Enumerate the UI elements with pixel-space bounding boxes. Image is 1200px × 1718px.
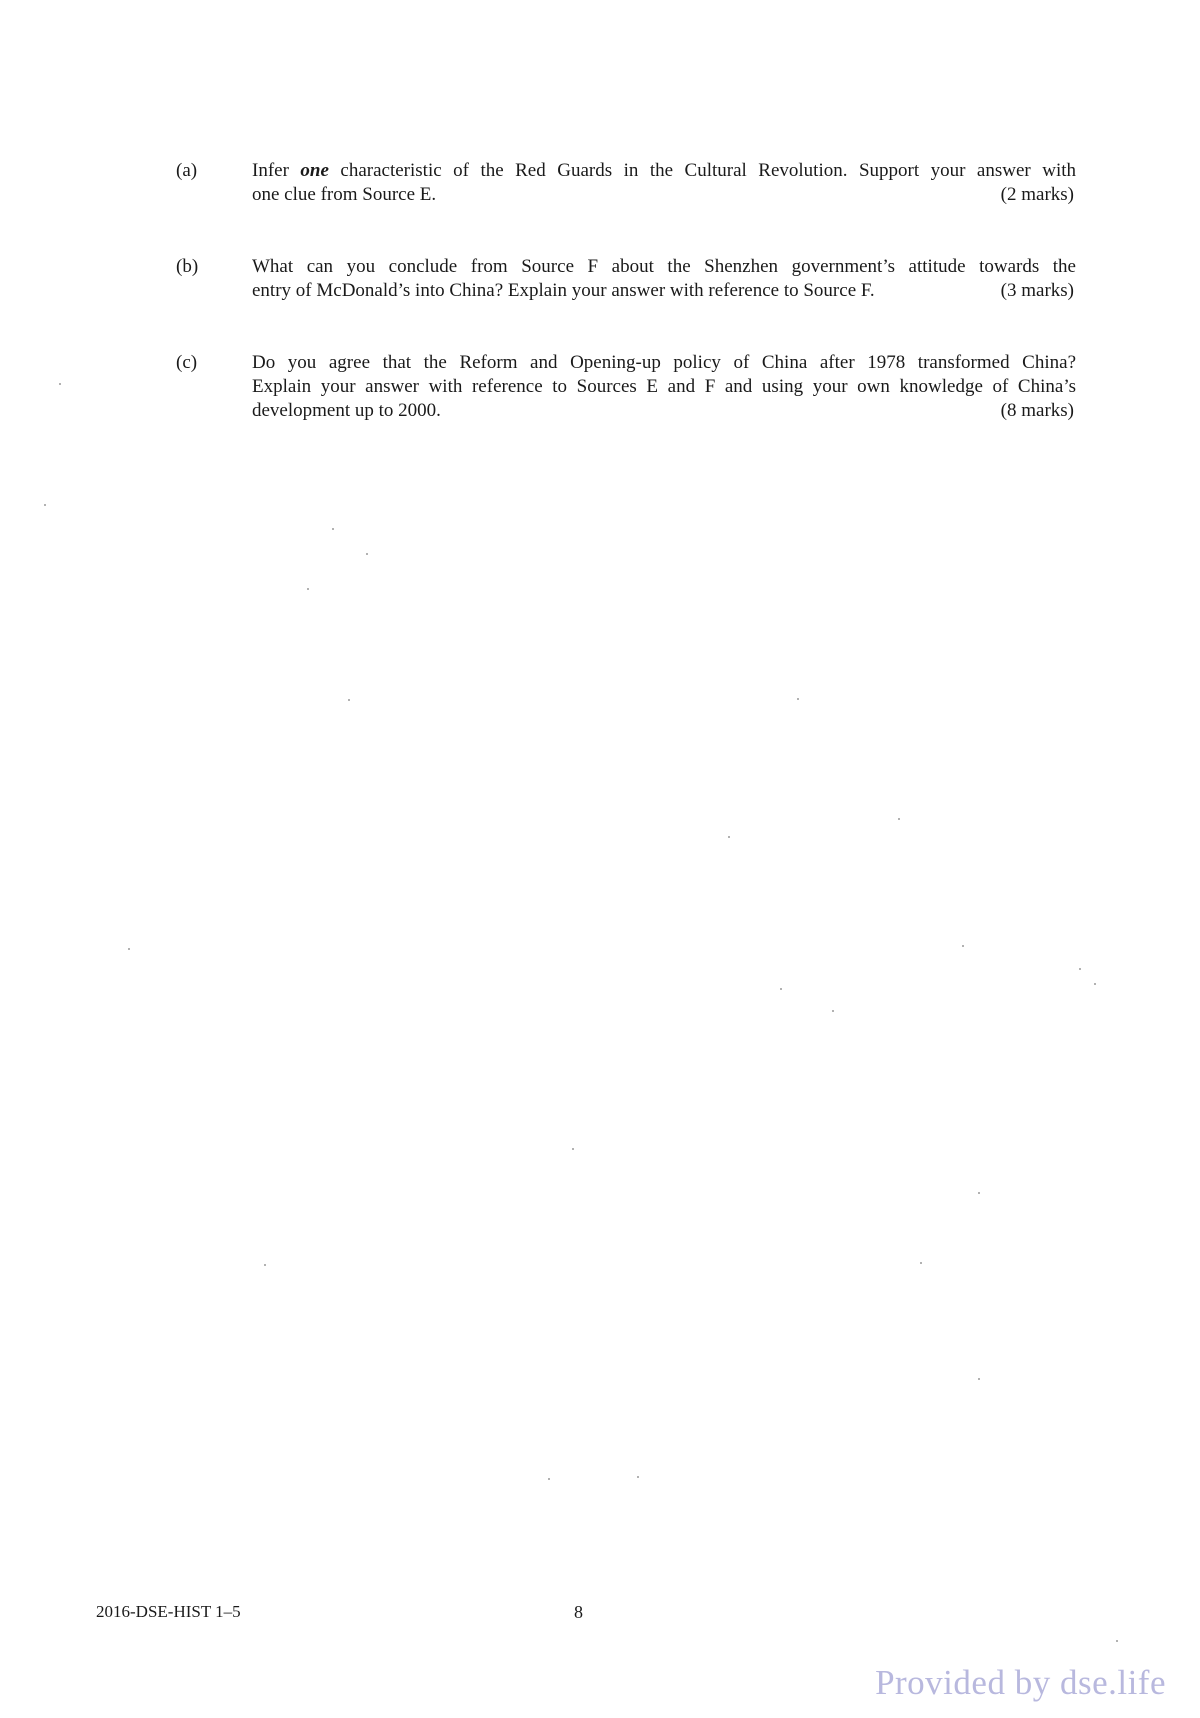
scan-speck: [548, 1478, 550, 1480]
scan-speck: [898, 818, 900, 820]
question-line: [252, 279, 1076, 303]
question-text-end: development up to 2000.: [252, 400, 441, 421]
scan-speck: [797, 698, 799, 700]
scan-speck: [637, 1476, 639, 1478]
paper-code: 2016-DSE-HIST 1–5: [96, 1602, 241, 1621]
question-text-end: one clue from Source E.: [252, 184, 437, 205]
question-c: [176, 351, 1076, 425]
scan-speck: [978, 1192, 980, 1194]
question-letter: (a): [176, 160, 198, 181]
question-b: [176, 255, 1076, 305]
question-letter: (b): [176, 256, 199, 277]
question-a: [176, 159, 1076, 209]
question-text: [252, 159, 1076, 207]
marks-label: (2 marks): [1000, 184, 1074, 205]
question-line: [252, 399, 1076, 423]
scan-speck: [44, 504, 46, 506]
question-line: What can you conclude from Source F about the Shenzhen government’s attitude towards the: [252, 256, 1076, 277]
scan-speck: [1116, 1640, 1118, 1642]
question-letter: (c): [176, 352, 198, 373]
scan-speck: [962, 945, 964, 947]
question-text-end: entry of McDonald’s into China? Explain your answer with reference to Source F.: [252, 280, 875, 301]
question-word: Infer: [252, 160, 289, 181]
emphasis-word: one: [300, 160, 329, 181]
marks-label: (8 marks): [1000, 400, 1074, 421]
scan-speck: [366, 553, 368, 555]
scan-speck: [264, 1264, 266, 1266]
scan-speck: [728, 836, 730, 838]
scan-speck: [128, 948, 130, 950]
question-text: [252, 255, 1076, 303]
scan-speck: [332, 528, 334, 530]
page-number: 8: [574, 1602, 583, 1622]
question-line: [252, 159, 1076, 183]
scan-speck: [920, 1262, 922, 1264]
scan-speck: [1094, 983, 1096, 985]
scan-speck: [832, 1010, 834, 1012]
scan-speck: [572, 1148, 574, 1150]
watermark: Provided by dse.life: [875, 1663, 1166, 1702]
question-text: [252, 351, 1076, 423]
scan-speck: [978, 1378, 980, 1380]
question-text-rest: characteristic of the Red Guards in the Cultural Revolution. Support your answer with: [340, 160, 1076, 181]
scan-speck: [1079, 968, 1081, 970]
scan-speck: [348, 699, 350, 701]
marks-label: (3 marks): [1000, 280, 1074, 301]
question-line: Do you agree that the Reform and Opening-up policy of China after 1978 transformed China?: [252, 352, 1076, 373]
question-line: Explain your answer with reference to Sources E and F and using your own knowledge of China’s: [252, 376, 1076, 397]
scan-speck: [59, 383, 61, 385]
scan-speck: [780, 988, 782, 990]
question-line: [252, 183, 1076, 207]
scan-speck: [307, 588, 309, 590]
